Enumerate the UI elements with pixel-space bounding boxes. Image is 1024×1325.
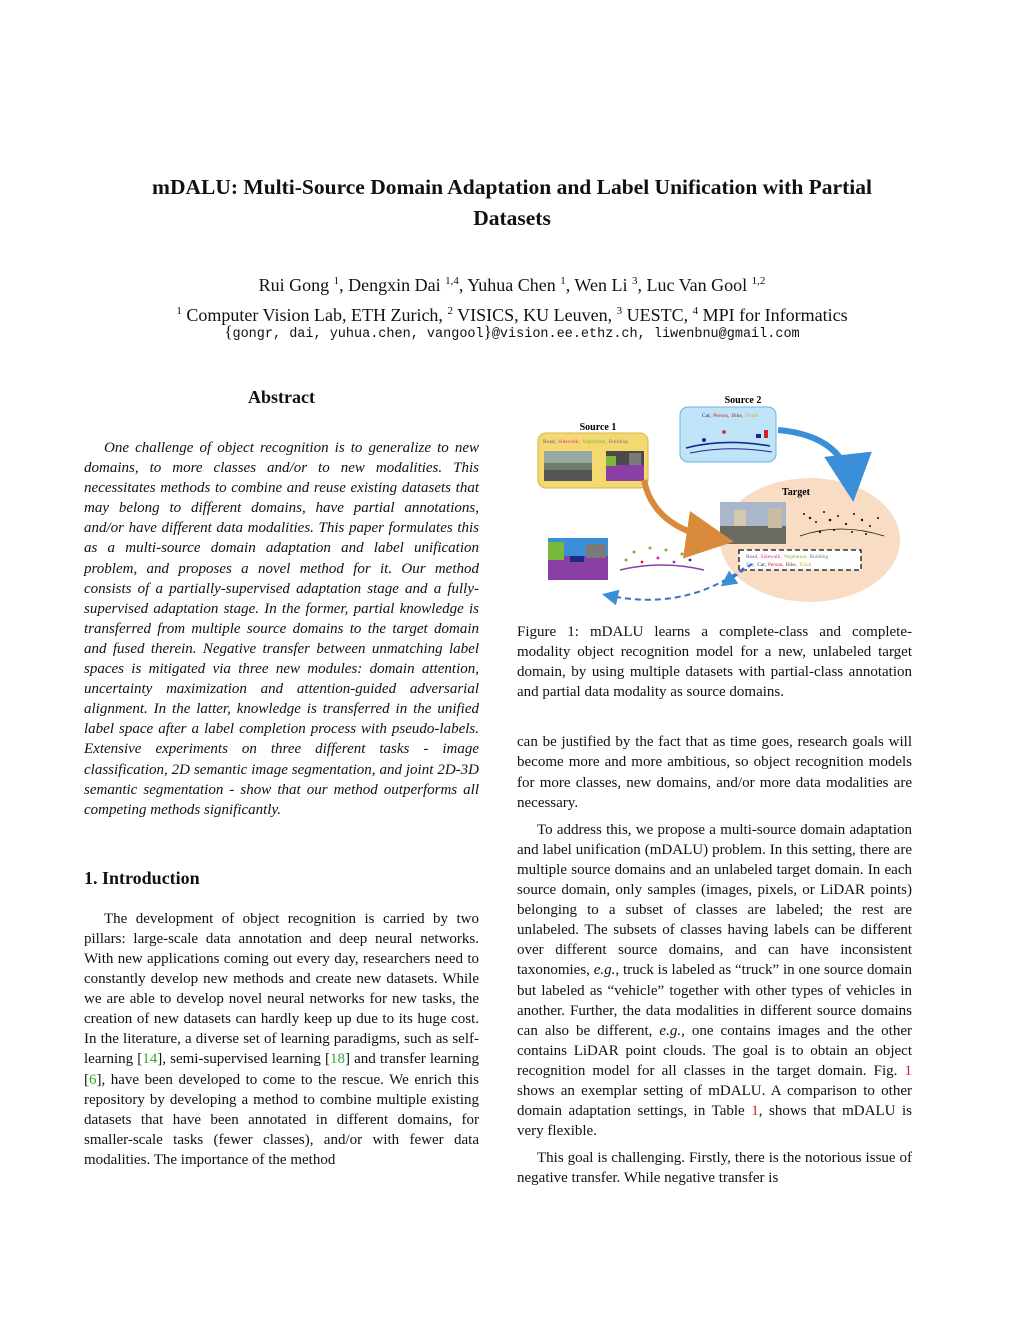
figure-1 — [534, 390, 902, 610]
source2-label: Source 2 — [724, 395, 762, 406]
class-building: Building — [608, 439, 629, 445]
target-classes-line1 — [746, 554, 828, 560]
text-run: ], have been developed to come to the rescue. We enrich this repository by developing a method to combine multiple existing datasets that have been annotated in different domains, for smaller-scale tasks (fewer classes), and/or with fewer data modalities. The importance of the method — [84, 1071, 479, 1168]
title-line-1: mDALU: Multi-Source Domain Adaptation and Label Unification with Partial — [152, 175, 872, 199]
author-affiliation: 3 — [631, 275, 638, 287]
paper-title — [60, 172, 964, 234]
table-ref-link[interactable]: 1 — [751, 1103, 759, 1120]
text-run: ] and transfer learning [ — [84, 1051, 479, 1088]
class-sidewalk: Sidewalk, — [760, 554, 782, 560]
figure-caption: Figure 1: mDALU learns a complete-class and complete-modality object recognition model for a new, unlabeled target domain, by using multiple datasets with partial-class annotation and partial data modality as source domains. — [517, 624, 912, 701]
affiliation-name: Computer Vision Lab, ETH Zurich, — [186, 305, 443, 325]
abstract-text: One challenge of object recognition is to generalize to new domains, to more classes and/or to new modalities. This necessitates methods to combine and reuse existing datasets that may belong to different domains, have partial annotations, and/or have different data modalities. This paper formulates this as a multi-source domain adaptation and label unification problem, and proposes a novel method for it. Our method consists of a partially-supervised adaptation stage and a fully-supervised adaptation stage. In the former, partial knowledge is transferred from multiple source domains to the target domain and fused therein. Negative transfer between unmatching label spaces is mitigated via three new modules: domain attention, uncertainty maximization and attention-guided adversarial alignment. In the latter, knowledge is transferred in the unified label space after a label completion process with pseudo-labels. Extensive experiments on three different tasks - image classification, 2D semantic image segmentation, and joint 2D-3D semantic segmentation - show that our method outperforms all competing methods significantly. — [84, 440, 479, 818]
intro-paragraph-1 — [84, 909, 479, 1170]
email-brace-open: { — [224, 322, 233, 341]
class-person: Person, — [713, 413, 730, 419]
class-truck: Truck — [799, 562, 812, 568]
email-brace-close: } — [483, 322, 492, 341]
output-segmentation-image — [548, 538, 608, 580]
intro-paragraph-3: This goal is challenging. Firstly, there is the notorious issue of negative transfer. While negative transfer is — [517, 1150, 912, 1187]
class-building: Building — [809, 554, 829, 560]
citation-link[interactable]: 6 — [89, 1071, 97, 1088]
class-car: Car, — [757, 562, 766, 568]
class-road: Road, — [746, 554, 759, 560]
author-list: Rui Gong $^1$, Dengxin Dai $^{1,4}$, Yuhua Chen $^1$, Wen Li $^3$, Luc Van Gool $^{1,2}$ — [258, 275, 766, 295]
output-pointcloud — [620, 547, 704, 571]
class-bike: Bike, — [785, 562, 798, 568]
affiliation-number: 3 — [616, 305, 623, 317]
source1-segmentation-image — [606, 451, 644, 481]
source1-label: Source 1 — [579, 422, 617, 433]
author-affiliation: 1,4 — [445, 275, 459, 287]
text-run: The development of object recognition is carried by two pillars: large-scale data annotation and deep neural networks. With new applications coming out every day, researchers need to constantly develop new methods and create new datasets. While we are able to develop novel neural networks for new tasks, the creation of new datasets can hardly keep up due to its huge cost. In the literature, a diverse set of learning paradigms, such as self-learning [ — [84, 910, 479, 1068]
affiliation-name: MPI for Informatics — [702, 305, 848, 325]
class-person: Person, — [768, 562, 784, 568]
class-sky: Sky, — [746, 562, 756, 568]
author-name: Luc Van Gool — [646, 275, 748, 295]
author-affiliation: 1,2 — [751, 275, 766, 287]
source1-to-target-arrow — [644, 480, 722, 540]
figure-ref-link[interactable]: 1 — [904, 1062, 912, 1079]
author-affiliation: 1 — [560, 275, 566, 287]
class-vegetation: Vegetation, — [581, 439, 607, 445]
source1-street-image — [544, 451, 592, 481]
class-vegetation: Vegetation, — [783, 554, 808, 560]
author-block — [40, 268, 984, 328]
text-run-italic: e.g. — [593, 962, 616, 979]
author-name: Dengxin Dai — [348, 275, 441, 295]
citation-link[interactable]: 18 — [330, 1051, 346, 1068]
author-name: Wen Li — [574, 275, 628, 295]
text-run: , one contains images and the other contains LiDAR point clouds. The goal is to obtain an object recognition model for all classes in the target domain. Fig. — [517, 1022, 912, 1079]
text-run-italic: e.g. — [659, 1022, 682, 1039]
source1-classes — [543, 439, 628, 445]
email-rest: @vision.ee.ethz.ch, liwenbnu@gmail.com — [491, 327, 800, 342]
email-group: gongr, dai, yuhua.chen, vangool — [232, 327, 484, 342]
class-sidewalk: Sidewalk, — [558, 439, 580, 445]
author-affiliation: 1 — [333, 275, 340, 287]
affiliation-name: VISICS, KU Leuven, — [457, 305, 613, 325]
author-name: Rui Gong — [258, 275, 330, 295]
intro-paragraph-2 — [517, 820, 912, 1142]
text-run: shows an exemplar setting of mDALU. A comparison to other domain adaptation settings, in Table — [517, 1082, 912, 1120]
text-run: , truck is labeled as “truck” in one source domain but labeled as “vehicle” together with other types of vehicles in another. Further, the data modalities in different source domains can also be different, — [517, 962, 912, 1039]
affiliation-number: 2 — [447, 305, 453, 317]
title-line-2: Datasets — [473, 206, 551, 230]
class-bike: Bike, — [731, 413, 744, 419]
left-column — [84, 382, 479, 1170]
target-camera-image — [720, 502, 786, 544]
affiliation-number: 4 — [692, 305, 699, 317]
class-car: Car, — [702, 413, 712, 419]
affiliation-name: UESTC, — [626, 305, 689, 325]
target-label: Target — [782, 487, 810, 498]
affiliation-number: 1 — [176, 305, 182, 317]
citation-link[interactable]: 14 — [142, 1051, 158, 1068]
right-column — [517, 622, 912, 1188]
text-run: To address this, we propose a multi-source domain adaptation and label unification (mDALU) problem. In this setting, there are multiple source domains and an unlabeled target domain. In each source domain, only samples (images, pixels, or LiDAR points) belonging to a subset of classes are labeled; the rest are unlabeled. The subsets of classes having labels can be different over different source domains, and can have inconsistent taxonomies, — [517, 821, 912, 979]
author-name: Yuhua Chen — [467, 275, 556, 295]
class-road: Road, — [543, 439, 556, 445]
prediction-arrow — [606, 568, 744, 600]
text-run: , shows that mDALU is very flexible. — [517, 1103, 912, 1140]
text-run: ], semi-supervised learning [ — [157, 1051, 331, 1068]
class-truck: Truck — [745, 413, 759, 419]
author-emails — [40, 322, 984, 342]
intro-paragraph-continued: can be justified by the fact that as time goes, research goals will become more and more ambitious, so object recognition models for more classes, new domains, and/or more data modalities are necessary. — [517, 734, 912, 811]
abstract-heading: Abstract — [248, 387, 315, 407]
intro-heading: 1. Introduction — [84, 867, 200, 888]
